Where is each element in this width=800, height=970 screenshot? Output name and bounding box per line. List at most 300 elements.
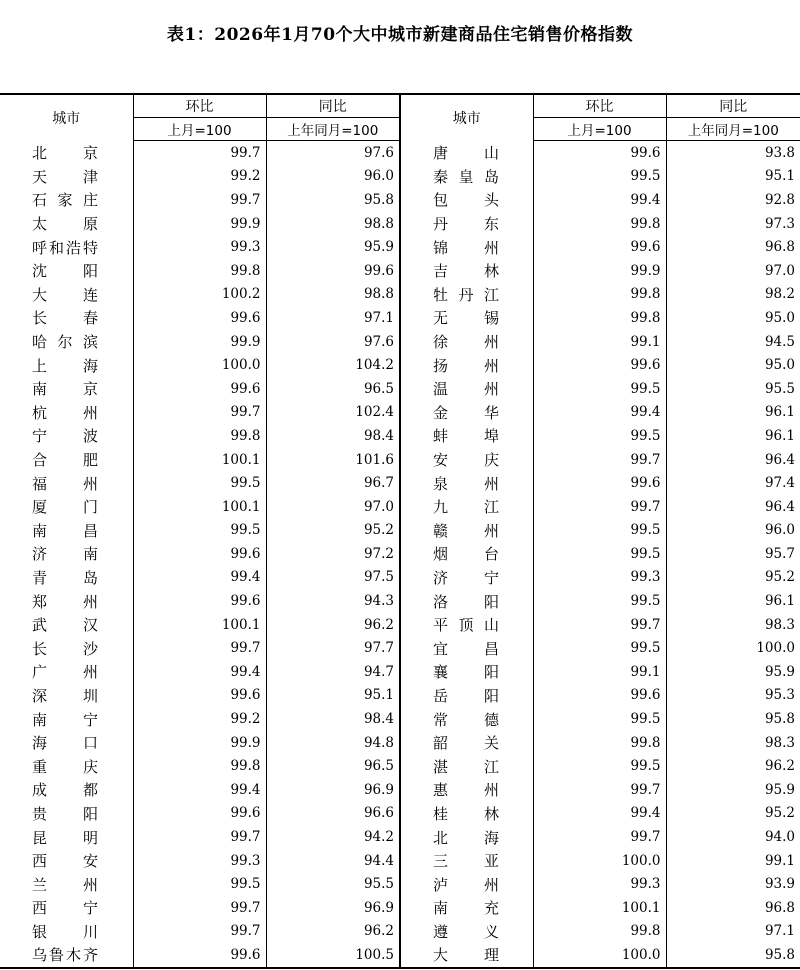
city-label: 平顶山: [433, 616, 499, 635]
yoy-value-left: 97.1: [266, 306, 400, 330]
yoy-value-left: 94.3: [266, 589, 400, 613]
city-name-right: [400, 684, 533, 708]
mom-value-left: 99.6: [133, 542, 266, 566]
city-label: 太原: [32, 215, 98, 234]
mom-value-left: 99.6: [133, 684, 266, 708]
city-name-left: [0, 188, 133, 212]
mom-value-left: 99.6: [133, 377, 266, 401]
mom-value-right: 99.8: [533, 731, 666, 755]
mom-value-left: 99.3: [133, 849, 266, 873]
city-name-right: [400, 542, 533, 566]
table-row: [0, 802, 800, 826]
yoy-value-left: 101.6: [266, 448, 400, 472]
table-row: [0, 401, 800, 425]
table-row: [0, 259, 800, 283]
yoy-value-right: 95.8: [666, 943, 800, 968]
yoy-value-right: 96.1: [764, 427, 795, 444]
mom-value-right: 99.5: [533, 542, 666, 566]
city-name-left: [0, 802, 133, 826]
table-row: [0, 896, 800, 920]
city-name-left: [0, 849, 133, 873]
city-label: 上海: [32, 356, 98, 375]
yoy-value-right: 95.8: [764, 711, 795, 728]
mom-value-left: 99.5: [133, 471, 266, 495]
mom-value-left: 99.6: [133, 589, 266, 613]
mom-value-right: 99.8: [533, 212, 666, 236]
mom-value-left: 99.6: [133, 943, 266, 968]
city-name-right: [400, 471, 533, 495]
mom-value-right: 99.1: [533, 660, 666, 684]
mom-value-right: 99.5: [533, 707, 666, 731]
yoy-value-left: 99.6: [266, 259, 400, 283]
city-label: 合肥: [32, 451, 98, 470]
yoy-value-left: 96.2: [266, 613, 400, 637]
city-name-left: [0, 471, 133, 495]
mom-value-right: 99.5: [533, 636, 666, 660]
city-label: 常德: [433, 710, 499, 729]
city-label: 赣州: [433, 521, 499, 540]
price-index-table: [0, 93, 800, 969]
table-row: [0, 731, 800, 755]
city-name-right: [400, 377, 533, 401]
city-name-left: [0, 566, 133, 590]
city-label: 大理: [433, 946, 499, 965]
yoy-value-right: 98.3: [764, 616, 795, 633]
city-label: 包头: [433, 191, 499, 210]
city-label: 石家庄: [32, 191, 98, 210]
mom-value-left: 99.9: [133, 731, 266, 755]
mom-value-left: 100.1: [133, 448, 266, 472]
mom-value-left: 99.8: [133, 424, 266, 448]
yoy-value-right: 96.1: [764, 404, 795, 421]
mom-value-right: 99.7: [533, 448, 666, 472]
yoy-value-left: 97.6: [266, 330, 400, 354]
city-name-right: [400, 613, 533, 637]
city-name-right: [400, 943, 533, 968]
mom-value-left: 99.7: [133, 636, 266, 660]
yoy-value-left: 95.9: [266, 235, 400, 259]
city-name-left: [0, 519, 133, 543]
city-name-right: [400, 330, 533, 354]
city-label: 呼和浩特: [32, 238, 98, 257]
city-name-left: [0, 495, 133, 519]
city-name-left: [0, 589, 133, 613]
header-mom-left: 环比: [133, 94, 266, 118]
city-label: 襄阳: [433, 663, 499, 682]
city-name-left: [0, 141, 133, 165]
city-label: 洛阳: [433, 592, 499, 611]
city-name-left: [0, 872, 133, 896]
table-row: [0, 495, 800, 519]
mom-value-left: 99.7: [133, 141, 266, 165]
mom-value-right: 99.8: [533, 920, 666, 944]
table-row: [0, 566, 800, 590]
mom-value-right: 99.9: [533, 259, 666, 283]
yoy-value-left: 97.6: [266, 141, 400, 165]
table-row: [0, 471, 800, 495]
city-name-right: [400, 920, 533, 944]
yoy-value-left: 95.1: [266, 684, 400, 708]
city-name-left: [0, 212, 133, 236]
mom-value-right: 99.4: [533, 401, 666, 425]
city-label: 南京: [32, 380, 98, 399]
table-row: [0, 872, 800, 896]
mom-value-right: 99.5: [533, 377, 666, 401]
yoy-value-left: 94.7: [266, 660, 400, 684]
yoy-value-right: 95.2: [764, 569, 795, 586]
yoy-value-right: 99.1: [764, 852, 795, 869]
header-yoy-base-left: 上年同月=100: [266, 118, 400, 141]
city-name-left: [0, 707, 133, 731]
mom-value-left: 100.0: [133, 353, 266, 377]
city-label: 岳阳: [433, 686, 499, 705]
yoy-value-left: 102.4: [266, 401, 400, 425]
city-label: 安庆: [433, 451, 499, 470]
city-label: 泸州: [433, 875, 499, 894]
yoy-value-right: 96.8: [764, 899, 795, 916]
mom-value-right: 99.7: [533, 825, 666, 849]
city-label: 宜昌: [433, 639, 499, 658]
table-row: [0, 141, 800, 165]
yoy-value-right: 97.1: [764, 923, 795, 940]
city-label: 泉州: [433, 474, 499, 493]
city-label: 海口: [32, 734, 98, 753]
mom-value-left: 99.2: [133, 707, 266, 731]
city-label: 贵阳: [32, 804, 98, 823]
mom-value-right: 99.5: [533, 754, 666, 778]
city-label: 郑州: [32, 592, 98, 611]
table-row: [0, 542, 800, 566]
city-name-left: [0, 330, 133, 354]
mom-value-right: 100.0: [533, 943, 666, 968]
mom-value-right: 99.7: [533, 778, 666, 802]
city-label: 桂林: [433, 804, 499, 823]
table-row: [0, 636, 800, 660]
city-name-left: [0, 377, 133, 401]
yoy-value-right: 95.5: [764, 380, 795, 397]
mom-value-left: 99.4: [133, 778, 266, 802]
mom-value-right: 99.3: [533, 566, 666, 590]
mom-value-right: 99.3: [533, 872, 666, 896]
city-name-right: [400, 283, 533, 307]
city-name-right: [400, 188, 533, 212]
city-name-left: [0, 542, 133, 566]
yoy-value-right: 96.4: [764, 498, 795, 515]
city-name-right: [400, 353, 533, 377]
mom-value-right: 99.4: [533, 188, 666, 212]
city-name-right: [400, 235, 533, 259]
mom-value-left: 100.1: [133, 495, 266, 519]
city-label: 昆明: [32, 828, 98, 847]
yoy-value-right: 92.8: [764, 191, 795, 208]
header-mom-base-left: 上月=100: [133, 118, 266, 141]
yoy-value-left: 97.2: [266, 542, 400, 566]
city-name-left: [0, 306, 133, 330]
city-label: 唐山: [433, 144, 499, 163]
yoy-value-left: 98.8: [266, 283, 400, 307]
header-yoy-left: 同比: [266, 94, 400, 118]
yoy-value-right: 98.3: [764, 734, 795, 751]
city-label: 北海: [433, 828, 499, 847]
city-name-right: [400, 849, 533, 873]
table-row: [0, 377, 800, 401]
mom-value-left: 99.7: [133, 401, 266, 425]
mom-value-left: 99.6: [133, 802, 266, 826]
yoy-value-right: 95.9: [764, 663, 795, 680]
table-row: [0, 353, 800, 377]
city-name-left: [0, 424, 133, 448]
page-title: 表1：2026年1月70个大中城市新建商品住宅销售价格指数: [166, 25, 634, 45]
city-label: 丹东: [433, 215, 499, 234]
city-name-right: [400, 306, 533, 330]
table-row: [0, 707, 800, 731]
mom-value-left: 100.1: [133, 613, 266, 637]
mom-value-left: 100.2: [133, 283, 266, 307]
header-mom-base-right: 上月=100: [533, 118, 666, 141]
city-label: 西宁: [32, 899, 98, 918]
city-label: 杭州: [32, 403, 98, 422]
mom-value-right: 99.5: [533, 589, 666, 613]
city-label: 武汉: [32, 616, 98, 635]
city-label: 南充: [433, 899, 499, 918]
city-name-right: [400, 825, 533, 849]
yoy-value-left: 96.6: [266, 802, 400, 826]
city-label: 成都: [32, 781, 98, 800]
yoy-value-left: 96.9: [266, 778, 400, 802]
city-label: 蚌埠: [433, 427, 499, 446]
city-label: 长春: [32, 309, 98, 328]
city-name-left: [0, 401, 133, 425]
city-label: 广州: [32, 663, 98, 682]
city-label: 金华: [433, 403, 499, 422]
city-label: 秦皇岛: [433, 167, 499, 186]
yoy-value-right: 97.0: [764, 262, 795, 279]
mom-value-right: 99.5: [533, 424, 666, 448]
table-row: [0, 613, 800, 637]
mom-value-left: 99.7: [133, 188, 266, 212]
yoy-value-right: 97.4: [764, 475, 795, 492]
mom-value-right: 99.6: [533, 684, 666, 708]
city-label: 济宁: [433, 568, 499, 587]
yoy-value-left: 96.9: [266, 896, 400, 920]
mom-value-left: 99.4: [133, 660, 266, 684]
city-label: 深圳: [32, 686, 98, 705]
yoy-value-left: 94.2: [266, 825, 400, 849]
table-row: [0, 212, 800, 236]
city-name-right: [400, 896, 533, 920]
table-row: [0, 188, 800, 212]
city-label: 南昌: [32, 521, 98, 540]
yoy-value-right: 95.2: [764, 805, 795, 822]
city-label: 银川: [32, 922, 98, 941]
mom-value-right: 99.6: [533, 235, 666, 259]
city-label: 烟台: [433, 545, 499, 564]
yoy-value-right: 95.1: [764, 168, 795, 185]
mom-value-right: 99.6: [533, 353, 666, 377]
header-yoy-right: 同比: [666, 94, 800, 118]
table-row: [0, 235, 800, 259]
mom-value-left: 99.9: [133, 212, 266, 236]
mom-value-right: 99.7: [533, 495, 666, 519]
header-city-right: 城市: [400, 94, 533, 141]
city-name-left: [0, 613, 133, 637]
city-label: 无锡: [433, 309, 499, 328]
city-name-left: [0, 825, 133, 849]
yoy-value-right: 96.4: [764, 451, 795, 468]
city-label: 济南: [32, 545, 98, 564]
mom-value-right: 100.1: [533, 896, 666, 920]
city-name-left: [0, 636, 133, 660]
city-name-right: [400, 636, 533, 660]
table-row: [0, 684, 800, 708]
mom-value-left: 99.8: [133, 754, 266, 778]
yoy-value-left: 104.2: [266, 353, 400, 377]
mom-value-left: 99.9: [133, 330, 266, 354]
yoy-value-left: 100.5: [266, 943, 400, 968]
city-name-left: [0, 920, 133, 944]
city-label: 大连: [32, 285, 98, 304]
city-name-left: [0, 259, 133, 283]
table-row: [0, 589, 800, 613]
city-label: 南宁: [32, 710, 98, 729]
city-label: 北京: [32, 144, 98, 163]
yoy-value-left: 95.5: [266, 872, 400, 896]
city-name-right: [400, 165, 533, 189]
city-name-left: [0, 778, 133, 802]
city-name-left: [0, 283, 133, 307]
mom-value-right: 99.1: [533, 330, 666, 354]
yoy-value-left: 96.2: [266, 920, 400, 944]
city-label: 兰州: [32, 875, 98, 894]
table-row: [0, 519, 800, 543]
city-name-right: [400, 448, 533, 472]
city-name-left: [0, 754, 133, 778]
city-label: 牡丹江: [433, 285, 499, 304]
yoy-value-left: 95.8: [266, 188, 400, 212]
yoy-value-right: 97.3: [764, 215, 795, 232]
city-label: 韶关: [433, 734, 499, 753]
mom-value-right: 100.0: [533, 849, 666, 873]
table-row: [0, 849, 800, 873]
city-name-right: [400, 778, 533, 802]
yoy-value-right: 98.2: [764, 286, 795, 303]
yoy-value-left: 94.4: [266, 849, 400, 873]
table-row: [0, 424, 800, 448]
city-label: 遵义: [433, 922, 499, 941]
city-name-right: [400, 424, 533, 448]
city-name-left: [0, 684, 133, 708]
mom-value-left: 99.6: [133, 306, 266, 330]
yoy-value-left: 98.4: [266, 707, 400, 731]
yoy-value-left: 97.0: [266, 495, 400, 519]
header-city-left: 城市: [0, 94, 133, 141]
yoy-value-left: 98.8: [266, 212, 400, 236]
yoy-value-left: 98.4: [266, 424, 400, 448]
table-row: [0, 754, 800, 778]
yoy-value-right: 95.0: [764, 357, 795, 374]
city-label: 福州: [32, 474, 98, 493]
city-name-left: [0, 235, 133, 259]
city-label: 九江: [433, 498, 499, 517]
table-row: [0, 448, 800, 472]
mom-value-left: 99.7: [133, 825, 266, 849]
city-label: 哈尔滨: [32, 333, 98, 352]
mom-value-left: 99.5: [133, 519, 266, 543]
yoy-value-right: 96.2: [764, 758, 795, 775]
mom-value-right: 99.8: [533, 283, 666, 307]
yoy-value-right: 95.3: [764, 687, 795, 704]
mom-value-right: 99.7: [533, 613, 666, 637]
city-label: 温州: [433, 380, 499, 399]
city-label: 厦门: [32, 498, 98, 517]
city-name-left: [0, 448, 133, 472]
yoy-value-right: 96.8: [764, 239, 795, 256]
city-name-right: [400, 707, 533, 731]
yoy-value-left: 96.0: [266, 165, 400, 189]
yoy-value-right: 93.9: [764, 876, 795, 893]
city-label: 重庆: [32, 757, 98, 776]
city-label: 宁波: [32, 427, 98, 446]
city-name-right: [400, 872, 533, 896]
yoy-value-left: 96.5: [266, 377, 400, 401]
header-mom-right: 环比: [533, 94, 666, 118]
city-name-right: [400, 754, 533, 778]
city-label: 长沙: [32, 639, 98, 658]
header-row: [0, 94, 800, 118]
mom-value-right: 99.6: [533, 141, 666, 165]
city-label: 锦州: [433, 238, 499, 257]
mom-value-left: 99.7: [133, 920, 266, 944]
mom-value-right: 99.6: [533, 471, 666, 495]
yoy-value-left: 97.7: [266, 636, 400, 660]
city-name-right: [400, 589, 533, 613]
city-name-left: [0, 165, 133, 189]
table-row: [0, 165, 800, 189]
yoy-value-right: 95.0: [764, 309, 795, 326]
table-body: [0, 141, 800, 968]
yoy-value-right: 94.5: [764, 333, 795, 350]
city-label: 湛江: [433, 757, 499, 776]
yoy-value-right: 94.0: [764, 829, 795, 846]
mom-value-left: 99.7: [133, 896, 266, 920]
table-row: [0, 283, 800, 307]
yoy-value-left: 97.5: [266, 566, 400, 590]
header-yoy-base-right: 上年同月=100: [666, 118, 800, 141]
city-name-right: [400, 401, 533, 425]
mom-value-right: 99.8: [533, 306, 666, 330]
city-name-right: [400, 660, 533, 684]
yoy-value-left: 95.2: [266, 519, 400, 543]
mom-value-right: 99.5: [533, 165, 666, 189]
mom-value-right: 99.5: [533, 519, 666, 543]
table-row: [0, 330, 800, 354]
city-name-left: [0, 353, 133, 377]
mom-value-left: 99.3: [133, 235, 266, 259]
yoy-value-left: 96.7: [266, 471, 400, 495]
city-name-right: [400, 566, 533, 590]
city-label: 三亚: [433, 852, 499, 871]
city-label: 乌鲁木齐: [32, 946, 98, 965]
city-label: 西安: [32, 852, 98, 871]
mom-value-left: 99.8: [133, 259, 266, 283]
city-name-right: [400, 141, 533, 165]
city-name-right: [400, 802, 533, 826]
yoy-value-left: 96.5: [266, 754, 400, 778]
table-row: [0, 660, 800, 684]
city-label: 惠州: [433, 781, 499, 800]
mom-value-right: 99.4: [533, 802, 666, 826]
yoy-value-right: 93.8: [764, 144, 795, 161]
